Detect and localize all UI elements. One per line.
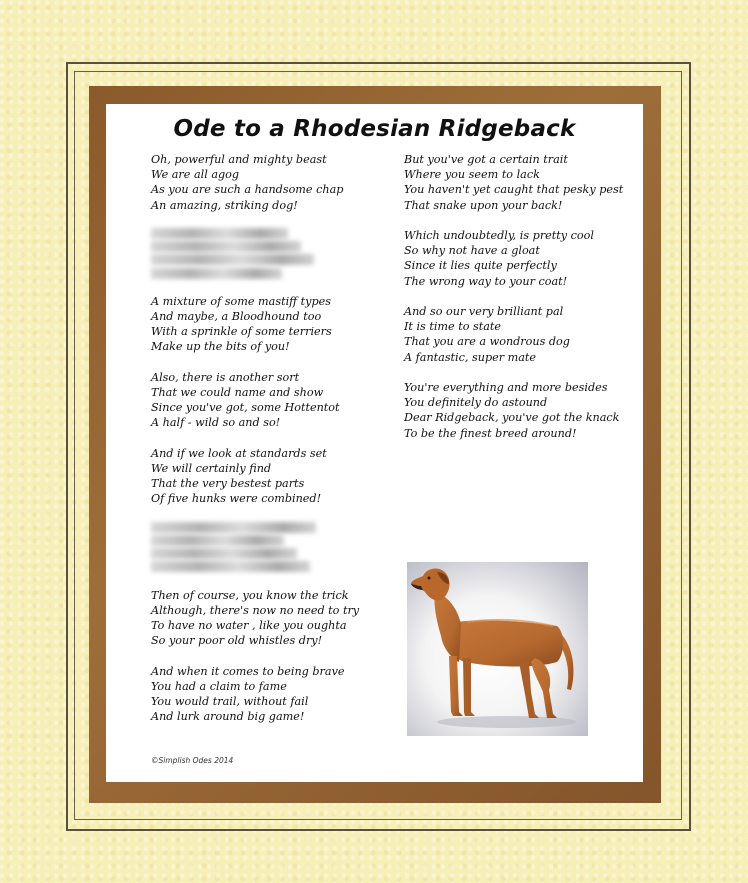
poem-line: Although, there's now no need to try (151, 603, 360, 617)
poem-line: Oh, powerful and mighty beast (151, 153, 327, 166)
poem-line: Then of course, you know the trick (151, 588, 349, 602)
poem-line: An amazing, striking dog! (151, 198, 298, 212)
poem-line: So your poor old whistles dry! (151, 634, 323, 648)
poem-line: To be the finest breed around! (404, 426, 577, 440)
poem-stanza (151, 446, 381, 507)
poem-stanza (404, 228, 639, 289)
obscured-stanza (151, 522, 381, 573)
poem-line: That snake upon your back! (404, 198, 563, 212)
poem-line (151, 548, 297, 559)
poem-line (151, 268, 282, 279)
poem-line: But you've got a certain trait (404, 153, 568, 166)
poem-line: Where you seem to lack (404, 168, 540, 182)
poem-line: As you are such a handsome chap (151, 183, 344, 197)
poem-line: Since you've got, some Hottentot (151, 401, 340, 415)
poem-line: And so our very brilliant pal (404, 305, 564, 318)
poem-line: It is time to state (404, 320, 502, 334)
poem-line: Also, there is another sort (151, 370, 300, 384)
poem-stanza (151, 664, 381, 725)
poem-line: We are all agog (151, 168, 240, 182)
dog-photo (407, 562, 588, 736)
poem-line: You're everything and more besides (404, 381, 608, 394)
poem-stanza (404, 380, 639, 441)
poem-line: You definitely do astound (404, 396, 548, 410)
poem-title: Ode to a Rhodesian Ridgeback (173, 116, 576, 142)
poem-line (151, 535, 284, 546)
poem-line: You would trail, without fail (151, 694, 309, 708)
poem-line (151, 228, 288, 239)
poem-stanza (151, 370, 381, 431)
poem-line: Since it lies quite perfectly (404, 259, 557, 273)
obscured-stanza (151, 228, 381, 279)
poem-line: And when it comes to being brave (151, 664, 345, 678)
poem-line (151, 241, 301, 252)
poem-line: You had a claim to fame (151, 679, 287, 693)
poem-line: That you are a wondrous dog (404, 335, 570, 349)
poem-line: And lurk around big game! (151, 710, 305, 724)
poem-line: To have no water , like you oughta (151, 618, 347, 632)
poem-stanza (404, 152, 639, 213)
poem-line: Dear Ridgeback, you've got the knack (404, 411, 620, 425)
poem-stanza (151, 152, 381, 213)
poem-line (151, 561, 310, 572)
ridgeback-dog-icon (407, 562, 588, 736)
poem-line: Which undoubtedly, is pretty cool (404, 229, 594, 242)
poem-stanza (404, 304, 639, 365)
poem-line: And maybe, a Bloodhound too (151, 309, 322, 323)
poem-line: And if we look at standards set (151, 446, 327, 460)
poem-line: With a sprinkle of some terriers (151, 325, 332, 339)
poem-line: Of five hunks were combined! (151, 492, 322, 506)
poem-line (151, 522, 316, 533)
poem-line: A fantastic, super mate (404, 350, 537, 364)
copyright-notice: ©Simplish Odes 2014 (151, 756, 234, 765)
poem-stanza (151, 588, 381, 649)
poem-sheet (106, 104, 643, 782)
poem-line: A half - wild so and so! (151, 416, 281, 430)
poem-line: A mixture of some mastiff types (151, 294, 331, 308)
poem-line: We will certainly find (151, 461, 272, 475)
poem-line: The wrong way to your coat! (404, 274, 568, 288)
poem-line (151, 254, 314, 265)
poem-line: Make up the bits of you! (151, 340, 290, 354)
poem-line: You haven't yet caught that pesky pest (404, 183, 624, 197)
poem-line: That we could name and show (151, 385, 324, 399)
poem-stanza (151, 294, 381, 355)
poem-column-left (151, 152, 381, 740)
poem-line: That the very bestest parts (151, 477, 305, 491)
poem-line: So why not have a gloat (404, 244, 540, 258)
poem-column-right (404, 152, 639, 456)
